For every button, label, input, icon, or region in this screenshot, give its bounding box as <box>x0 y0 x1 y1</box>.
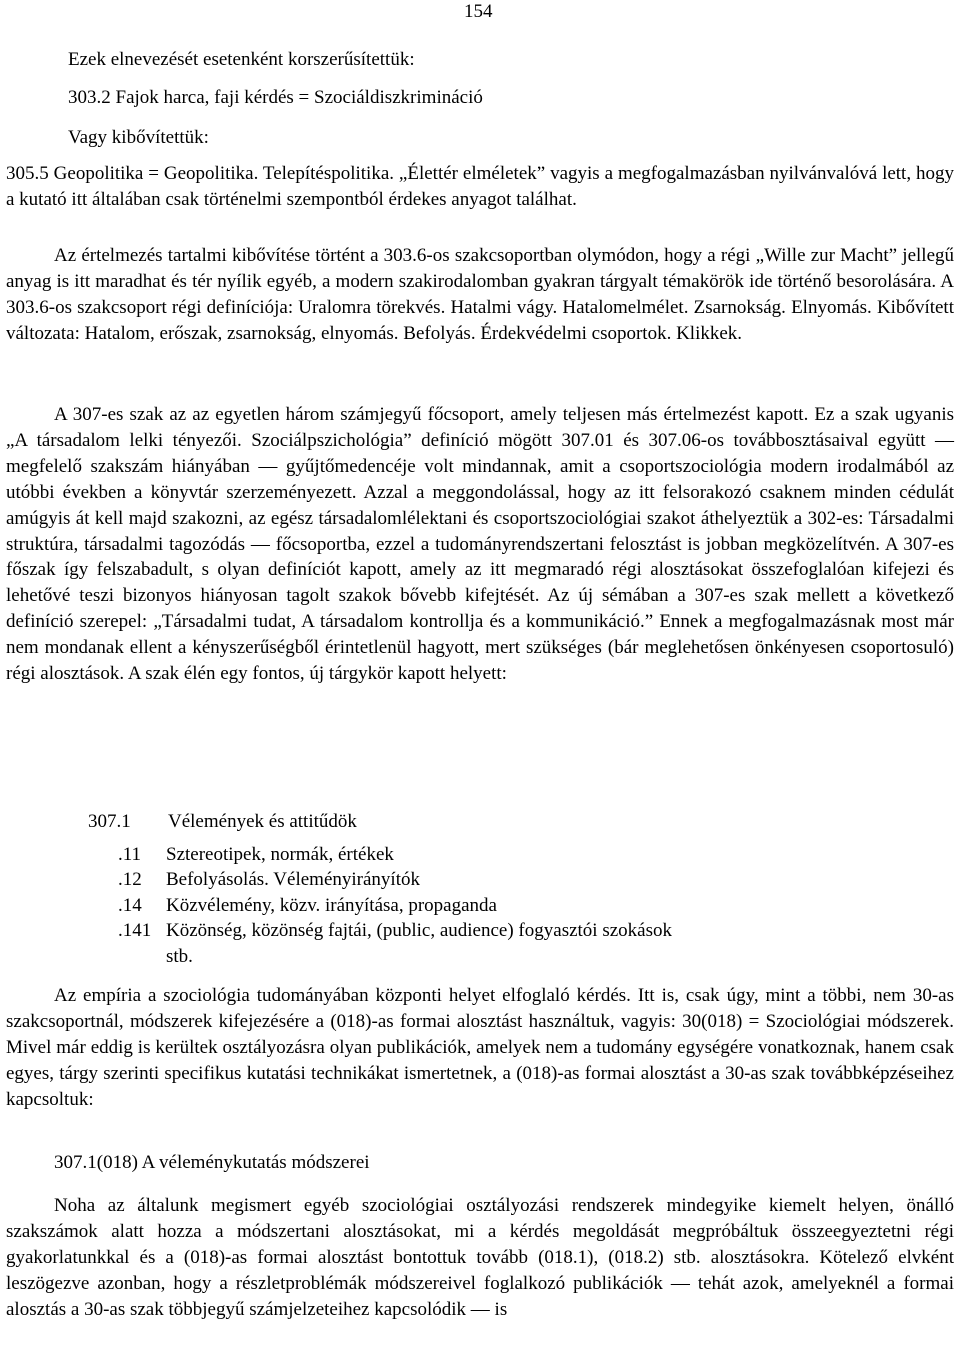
paragraph-ertelmezes: Az értelmezés tartalmi kibővítése történt a 303.6-os szakcsoportban olymódon, hogy a régi „Wille zur Macht” jellegű anyag is itt maradhat és tér nyílik egyéb, a modern szakirodalomban gyakran tárgyalt témakörök ide történő besorolására. A 303.6-os szakcsoport régi definíciója: Uralomra törekvés. Hatalmi vágy. Hatalomelmélet. Zsarnokság. Elnyomás. Kibővített változata: Hatalom, erőszak, zsarnokság, elnyomás. Befolyás. Érdekvédelmi csoportok. Klikkek. <box>6 245 954 344</box>
list-head-label: Vélemények és attitűdök <box>168 811 357 832</box>
intro-line-3: Vagy kibővítettük: <box>68 127 209 148</box>
list-item-code: .141 <box>118 920 152 941</box>
category-list <box>88 809 788 969</box>
list-item-code: .14 <box>118 895 142 916</box>
intro-line-2: 303.2 Fajok harca, faji kérdés = Szociáldiszkrimináció <box>68 87 483 108</box>
intro-line-1: Ezek elnevezését esetenként korszerűsítettük: <box>68 49 415 70</box>
paragraph-307-szak: A 307-es szak az az egyetlen három számjegyű főcsoport, amely teljesen más értelmezést kapott. Ez a szak ugyanis „A társadalom lelki tényezői. Szociálpszichológia” definíció mögött 307.01 és 307.06-os továbbosztásaival együtt — megfelelő szakszám hiányában — gyűjtőmedencéje volt mindannak, amit a csoportszociológia modern irodalmából az utóbbi években a könyvtár szerzeményezett. Azzal a meggondolással, hogy az itt felsorakozó csaknem minden cédulát amúgyis át kell majd szakozni, az egész társadalomlélektani és csoportszociológiai szakot áthelyeztük a 302-es: Társadalmi struktúra, társadalmi tagozódás — főcsoportba, ezzel a tudományrendszertani felosztást is jobban megközelítvén. A 307-es főszak így felszabadult, s olyan definíciót kapott, amely az itt megmaradó régi alosztásokat összefoglalóan kifejezi és lehetővé teszi bizonyos hiányosan tagolt szakok bővebb kifejtését. Az új sémában a 307-es szak mellett a következő definíció szerepel: „Társadalmi tudat, A társadalom kontrollja és a kommunikáció.” Ennek a megfogalmazásnak most már nem mondanak ellent a kényszerűségből érintetlenül hagyott, mert szükséges (bár meglehetősen önkényesen csoportosuló) régi alosztások. A szak élén egy fontos, új tárgykör kapott helyett: <box>6 404 954 685</box>
subheading-307-1-018: 307.1(018) A véleménykutatás módszerei <box>54 1152 370 1173</box>
paragraph-noha: Noha az általunk megismert egyéb szociológiai osztályozási rendszerek mindegyike kiemelt helyen, önálló szakszámok alatt hozza a módszertani alosztásokat, mi a kérdés megoldását megpróbáltuk összeegyeztetni régi gyakorlatunkkal és a (018)-as formai alosztást bontottuk tovább (018.1), (018.2) stb. alosztásokra. Kötelező elvként leszögezve azonban, hogy a részletproblémák módszereivel foglalkozó publikációk — tehát azok, amelyeknél a formai alosztás a 30-as szak többjegyű számjelzeteihez kapcsolódik — is <box>6 1195 954 1320</box>
paragraph-geopolitika: 305.5 Geopolitika = Geopolitika. Telepítéspolitika. „Élettér elméletek” vagyis a megfogalmazásban nyilvánvalóvá lett, hogy a kutató itt általában csak történelmi szempontból érdekes anyagot találhat. <box>6 163 954 210</box>
list-item-code: .11 <box>118 844 142 865</box>
list-item-label: Közvélemény, közv. irányítása, propaganda <box>166 895 497 916</box>
list-item-label: Sztereotipek, normák, értékek <box>166 844 394 865</box>
list-item-code: .12 <box>118 869 142 890</box>
list-item-label: Befolyásolás. Véleményirányítók <box>166 869 420 890</box>
page-number: 154 <box>464 1 493 22</box>
list-head-code: 307.1 <box>88 811 131 832</box>
paragraph-empiria: Az empíria a szociológia tudományában központi helyet elfoglaló kérdés. Itt is, csak úgy, mint a többi, nem 30-as szakcsoportnál, módszerek kifejezésére a (018)-as formai alosztást használtuk, vagyis: 30(018) = Szociológiai módszerek. Mivel már eddig is kerültek osztályozásra olyan publikációk, amelyek nem a tudomány egységére vonatkoznak, hanem csak egyes, tárgy szerinti specifikus kutatási technikákat ismertetnek, a (018)-as formai alosztást a 30-as szak továbbképzéseihez kapcsoltuk: <box>6 985 954 1110</box>
list-item-label: Közönség, közönség fajtái, (public, audience) fogyasztói szokások <box>166 920 672 941</box>
list-etc: stb. <box>166 946 193 967</box>
